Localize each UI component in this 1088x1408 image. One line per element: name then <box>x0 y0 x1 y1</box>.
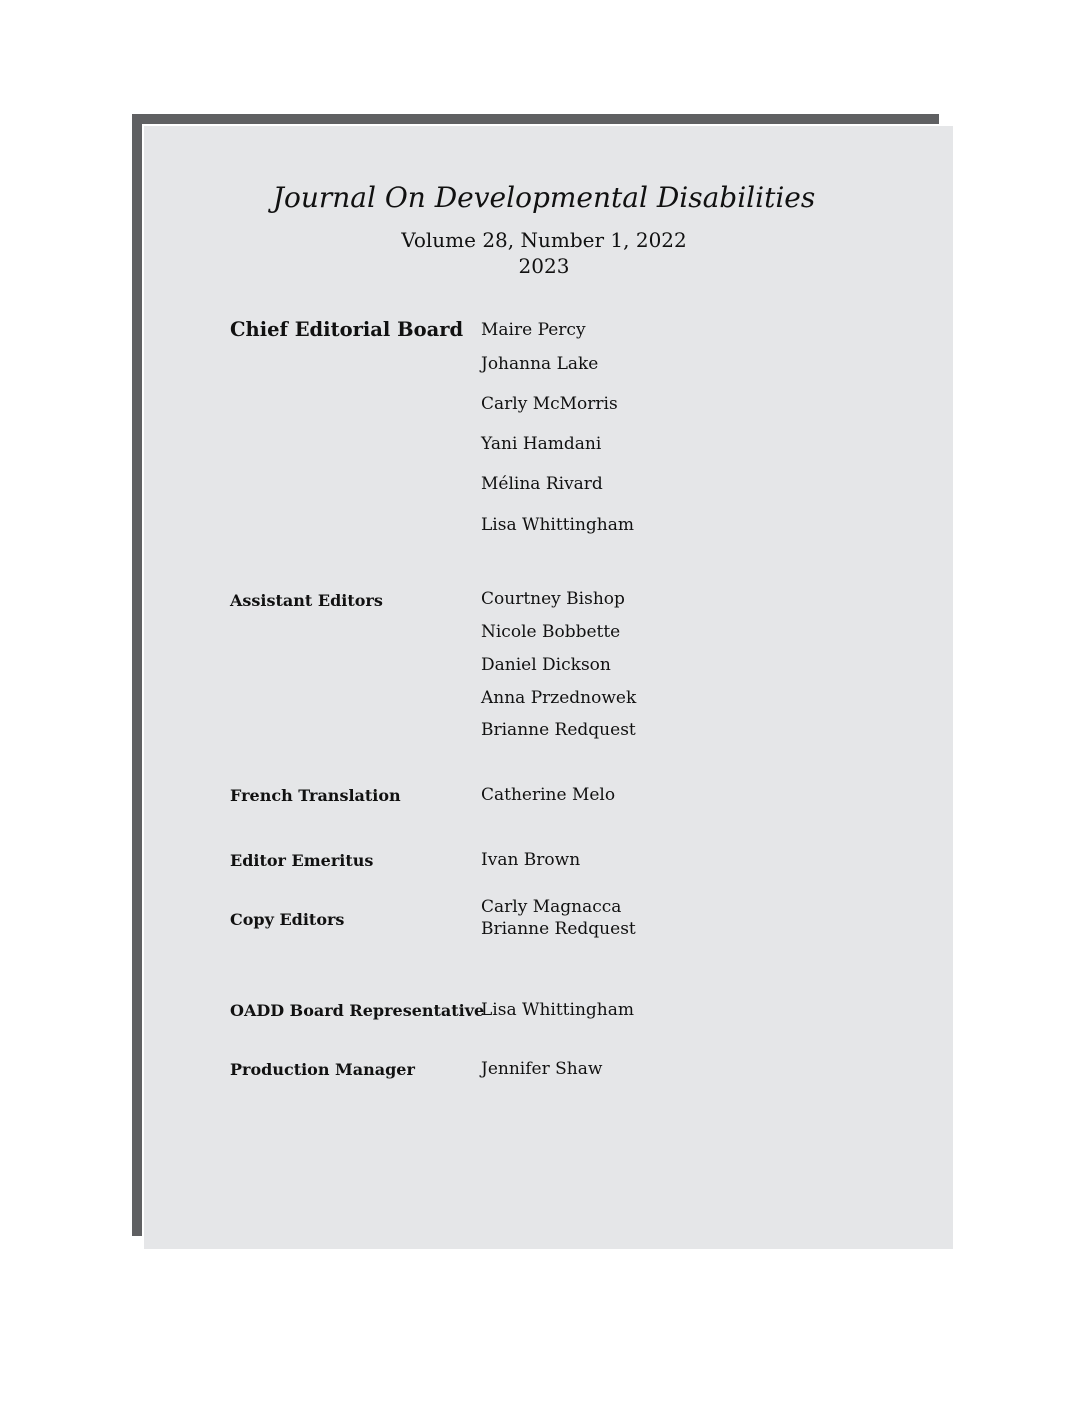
copy-editors-label: Copy Editors <box>230 910 345 929</box>
panel-shadow-top <box>132 114 939 124</box>
editor-emeritus-name: Ivan Brown <box>481 850 581 870</box>
journal-title: Journal On Developmental Disabilities <box>272 181 816 214</box>
chief-editor-name: Carly McMorris <box>481 394 618 414</box>
volume-info: Volume 28, Number 1, 2022 <box>401 228 687 252</box>
production-manager-name: Jennifer Shaw <box>481 1059 603 1079</box>
chief-editor-name: Maire Percy <box>481 320 586 340</box>
assistant-editor-name: Daniel Dickson <box>481 655 611 675</box>
oadd-board-representative-label: OADD Board Representative <box>230 1001 485 1020</box>
chief-editorial-board-label: Chief Editorial Board <box>230 318 464 341</box>
copy-editor-name: Carly Magnacca <box>481 897 622 917</box>
assistant-editor-name: Courtney Bishop <box>481 589 625 609</box>
copy-editor-name: Brianne Redquest <box>481 919 636 939</box>
oadd-board-representative-name: Lisa Whittingham <box>481 1000 634 1020</box>
assistant-editor-name: Brianne Redquest <box>481 720 636 740</box>
assistant-editors-label: Assistant Editors <box>230 591 383 610</box>
french-translator-name: Catherine Melo <box>481 785 616 805</box>
french-translation-label: French Translation <box>230 786 401 805</box>
assistant-editor-name: Nicole Bobbette <box>481 622 621 642</box>
chief-editor-name: Mélina Rivard <box>481 474 603 494</box>
panel-shadow-left <box>132 114 142 1236</box>
chief-editor-name: Johanna Lake <box>481 354 599 374</box>
chief-editor-name: Yani Hamdani <box>481 434 602 454</box>
assistant-editor-name: Anna Przednowek <box>481 688 637 708</box>
production-manager-label: Production Manager <box>230 1060 415 1079</box>
chief-editor-name: Lisa Whittingham <box>481 515 634 535</box>
publication-year: 2023 <box>518 254 570 278</box>
editor-emeritus-label: Editor Emeritus <box>230 851 374 870</box>
